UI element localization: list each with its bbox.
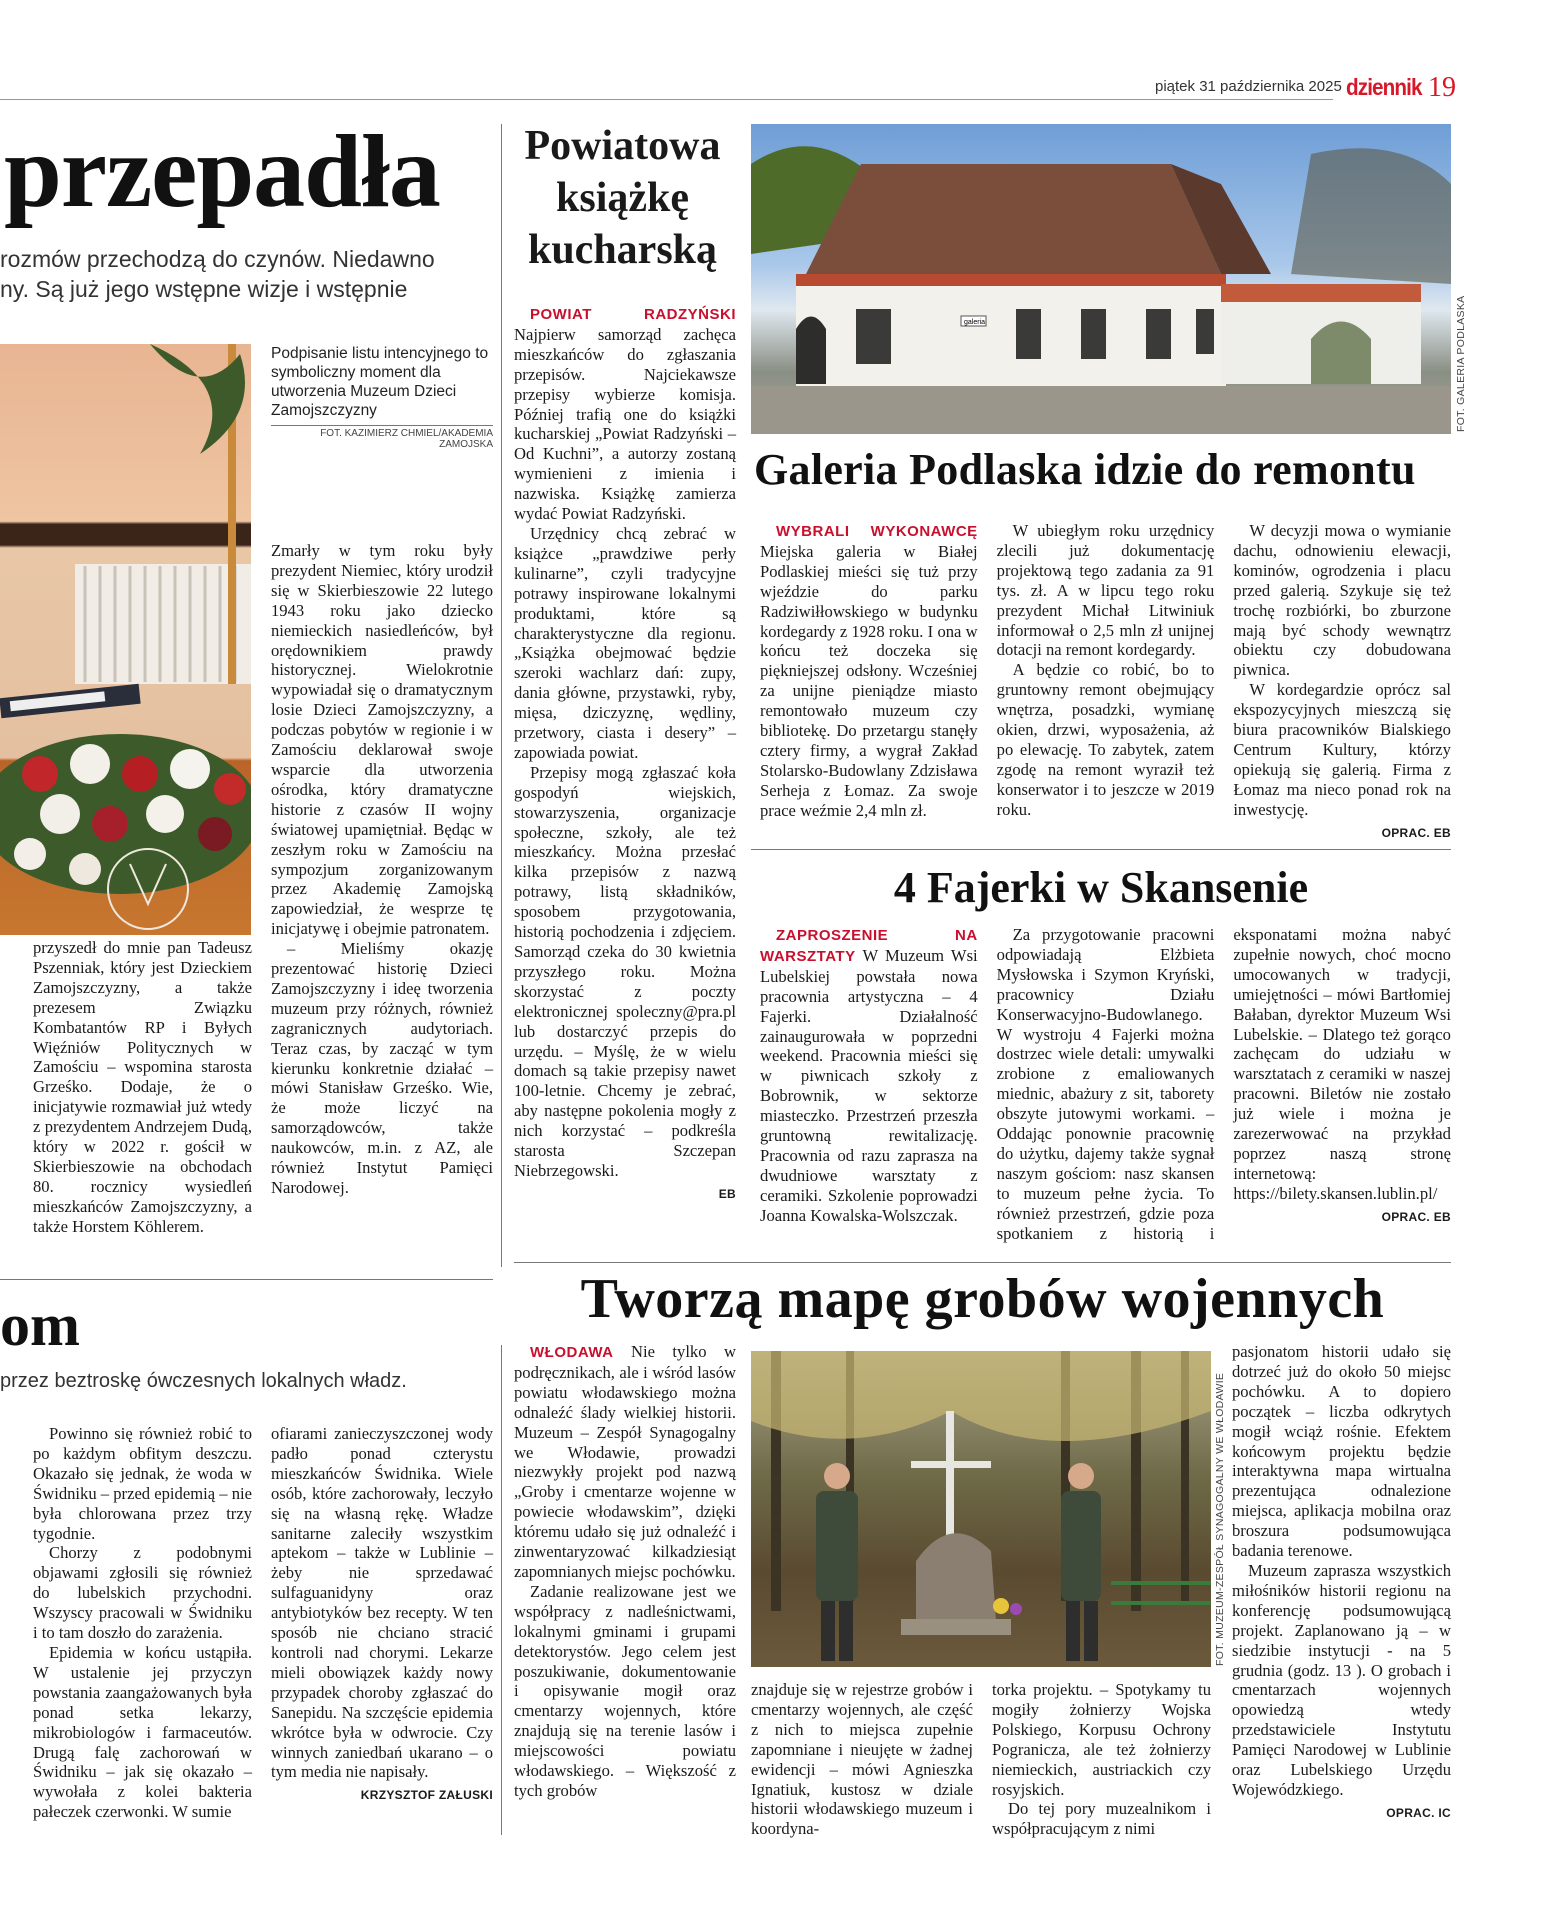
gallery-body	[760, 521, 1451, 842]
skansen-body	[760, 925, 1451, 1244]
paragraph	[33, 938, 252, 1237]
gallery-headline: Galeria Podlaska idzie do remontu	[754, 445, 1416, 494]
paragraph	[514, 1582, 736, 1801]
paragraph	[1233, 521, 1451, 680]
issue-date: piątek 31 października 2025	[1155, 78, 1342, 95]
graves-headline: Tworzą mapę grobów wojennych	[580, 1268, 1385, 1330]
paragraph-text: znajduje się w rejestrze grobów i cmentarzy wojennych, ale część z nich to miejsca zupełnie zapomniane i nieujęte w żadnej ewidencji – mówi Agnieszka Ignatiuk, kustosz w dziale historii włodawskiego muzeum i koordyna-	[751, 1680, 973, 1839]
paragraph-text: – Mieliśmy okazję prezentować historię Dzieci Zamojszczyzny i ideę tworzenia muzeum przy różnych, również zagranicznych audytoriach. Teraz czas, by zacząć w tym kierunku konkretnie działać – mówi Stanisław Grześko. Wie, że może liczyć na samorządowców, także naukowców, m.in. z AZ, ale również Instytut Pamięci Narodowej.	[271, 939, 493, 1197]
paragraph	[271, 1424, 493, 1782]
paragraph	[514, 524, 736, 763]
caption-rule	[271, 425, 493, 426]
left-article-column-right	[271, 541, 493, 1198]
bottom-left-deck: przez beztroskę ówczesnych lokalnych władz.	[0, 1370, 407, 1392]
paragraph	[271, 541, 493, 939]
paragraph-text: W decyzji mowa o wymianie dachu, odnowieniu elewacji, kominów, ogrodzenia i placu przed galerią. Szykuje się też trochę rozbiórki, bo zburzone mają być schody wewnątrz obiektu czy dobudowana piwnica.	[1233, 521, 1451, 680]
graves-photo	[751, 1351, 1211, 1667]
left-photo-credit: FOT. KAZIMIERZ CHMIEL/AKADEMIA ZAMOJSKA	[320, 428, 493, 450]
cookbook-byline: EB	[718, 1186, 736, 1201]
left-photo	[0, 344, 251, 935]
graves-column-1	[514, 1342, 736, 1801]
paragraph-text: A będzie co robić, bo to gruntowny remont obejmujący wnętrza, posadzki, wymianę okien, drzwi, wyposażenia, aż po elewację. To zabytek, zatem zgodę na remont wyraził też konserwator i to jeszcze w 2019 roku.	[996, 660, 1215, 819]
cookbook-body	[514, 304, 736, 1203]
paragraph-text: W ubiegłym roku urzędnicy zlecili już dokumentację projektową tego zadania za 91 tys. zł. A w lipcu tego roku prezydent Michał Litwiniuk informował o 2,5 mln zł unijnej dotacji na remont kordegardy.	[996, 521, 1215, 660]
paragraph	[514, 1342, 736, 1582]
left-deck-line-2: ny. Są już jego wstępne wizje i wstępnie	[0, 276, 408, 302]
paragraph	[1232, 1561, 1451, 1800]
paragraph-text: Nie tylko w podręcznikach, ale i wśród lasów powiatu włodawskiego można odnaleźć ślady wielkiej historii. Muzeum – Zespół Synagogalny we Włodawie, prowadzi niezwykły projekt pod nazwą „Groby i cmentarze wojenne w powiecie włodawskim”, dzięki któremu udało się już odnaleźć i zinwentaryzować kilkadziesiąt zapomnianych miejsc pochówku.	[514, 1342, 736, 1581]
skansen-byline: OPRAC. EB	[1381, 1209, 1451, 1224]
bottom-left-headline: om	[0, 1292, 80, 1358]
cookbook-headline-line: Powiatowa	[524, 123, 721, 169]
paragraph-text: Urzędnicy chcą zebrać w książce „prawdziwe perły kulinarne”, czyli tradycyjne potrawy inspirowane lokalnymi produktami, które są charakterystyczne dla regionu. „Książka obejmować będzie szeroki wachlarz dań: zupy, dania główne, przystawki, ryby, mięsa, dziczyznę, wędliny, przetwory, ciasta i desery” – zapowiada powiat.	[514, 523, 736, 762]
paragraph	[760, 521, 978, 821]
cookbook-headline-line: kucharską	[527, 227, 718, 273]
bottom-left-byline: KRZYSZTOF ZAŁUSKI	[360, 1788, 493, 1803]
paragraph-text: W Muzeum Wsi Lubelskiej powstała nowa pracownia artystyczna – 4 Fajerki. Działalność zainaugurowała w poprzedni weekend. Pracownia mieści się w piwnicach szkoły z Bobrownik, w sektorze miasteczko. Przestrzeń przeszła gruntowną rewitalizację. Pracownia od razu zaprasza na dwudniowe warsztaty z ceramiki. Szkolenie poprowadzi Joanna Kowalska-Wolszczak.	[760, 945, 978, 1225]
paragraph	[751, 1680, 973, 1839]
paragraph-text: W kordegardzie oprócz sal ekspozycyjnych mieszczą się biura pracowników Bialskiego Centrum Kultury, którzy opiekują się galerią. Firma z Łomaz ma nieco ponad rok na inwestycję.	[1233, 680, 1451, 819]
paragraph-text: Zmarły w tym roku były prezydent Niemiec, który urodził się w Skierbieszowie 22 lutego 1943 roku jako dziecko niemieckich nasiedleńców, był orędownikiem prawdy historycznej. Wielokrotnie wypowiadał się o dramatycznym losie Dzieci Zamojszczyzny, a podczas pobytów w regionie i w Zamościu deklarował swoje wsparcie dla utworzenia ośrodka, który dramatyczne historie z czasów II wojny światowej upamiętniał. Będąc w zeszłym roku w Zamościu na sympozjum zorganizowanym przez Akademię Zamojską zapowiedział, że wesprze tę inicjatywę i obejmie patronatem.	[271, 541, 493, 939]
paragraph-text: Chorzy z podobnymi objawami zgłosili się również do lubelskich przychodni. Wszyscy pracowali w Świdniku i to tam doszło do zarażenia.	[33, 1543, 252, 1643]
article-lead-label: ZAPROSZENIE NA WARSZTATY	[760, 927, 978, 965]
left-deck-line-1: rozmów przechodzą do czynów. Niedawno	[0, 246, 435, 272]
section-divider	[0, 1279, 493, 1280]
paragraph-text: Do tej pory muzealnikom i współpracującym z nimi	[992, 1799, 1211, 1839]
paragraph	[992, 1799, 1211, 1839]
paragraph-text: Najpierw samorząd zachęca mieszkańców do zgłaszania przepisów. Najciekawsze przepisy wybierze komisja. Później trafią one do książki kucharskiej „Powiat Radzyński – Od Kuchni”, a autorzy zostaną wymienieni z imienia i nazwiska. Książkę zamierza wydać Powiat Radzyński.	[514, 324, 736, 524]
cookbook-headline-line: książkę	[555, 175, 689, 221]
paragraph	[514, 763, 736, 1181]
paragraph	[33, 1543, 252, 1643]
bottom-left-column-b	[271, 1424, 493, 1804]
paragraph-text: Przepisy mogą zgłaszać koła gospodyń wiejskich, stowarzyszenia, organizacje społeczne, szkoły, ale też mieszkańcy. Można przesłać kilka przepisów z nazwą potrawy, listą składników, sposobem przygotowania, historią pochodzenia i zdjęciem. Samorząd czeka do 30 kwietnia przyszłego roku. Można skorzystać z poczty elektronicznej spoleczny@pra.pl lub dostarczyć przepis do urzędu. – Myślę, że w wielu domach są takie przepisy nawet 100-letnie. Chcemy je zebrać, aby następne pokolenia mogły z nich korzystać – podkreśla starosta Szczepan Niebrzegowski.	[514, 762, 736, 1180]
cookbook-headline	[505, 120, 740, 276]
section-divider	[751, 849, 1451, 850]
page-number: 19	[1428, 72, 1456, 103]
gallery-sign: galeria	[964, 319, 986, 326]
left-photo-caption: Podpisanie listu intencyjnego to symboliczny moment dla utworzenia Muzeum Dzieci Zamojszczyzny	[271, 345, 489, 419]
graves-column-3	[992, 1680, 1211, 1839]
left-headline: przepadła	[4, 114, 440, 229]
paragraph-text: przyszedł do mnie pan Tadeusz Pszenniak, który jest Dzieckiem Zamojszczyzny, a także prezesem Związku Kombatantów RP i Byłych Więźniów Politycznych w Zamościu – wspomina starosta Grześko. Dodaje, że o inicjatywie rozmawiał już wtedy z prezydentem Andrzejem Dudą, który w 2022 r. gościł w Skierbieszowie na obchodach 80. rocznicy wysiedleń mieszkańców Zamojszczyzny, a także Horstem Köhlerem.	[33, 938, 252, 1236]
paragraph-text: Za przygotowanie pracowni odpowiadają Elżbieta Mysłowska i Szymon Kryński, pracownicy Działu Konserwacyjno-Budowlanego. W wystroju 4 Fajerki można dostrzec wiele detali: umywalki zrobione z emaliowanych miednic, abażury z sit, taborety obszyte jutowymi workami. – Oddając ponownie pracownię do użytku, dajemy także sygnał naszym gościom: nasz skansen to muzeum pełne życia. To również przestrzeń, gdzie poza spotkaniem z historią i eksponatami można nabyć zupełnie nowych, choć mocno umocowanych w tradycji, umiejętności – mówi Bartłomiej Bałaban, dyrektor Muzeum Wsi Lubelskie. – Dlatego też gorąco zachęcam do udziału w warsztatach z ceramiki w naszej pracowni. Biletów nie zostało już wiele i można je zarezerwować na przykład poprzez naszą stronę internetową: https://bilety.skansen.lublin.pl/	[996, 925, 1451, 1243]
paragraph-text: torka projektu. – Spotykamy tu mogiły żołnierzy Wojska Polskiego, Korpusu Ochrony Pogranicza, ale też żołnierzy niemieckich, austriackich czy rosyjskich.	[992, 1680, 1211, 1799]
paragraph	[997, 925, 1451, 1244]
gallery-photo-credit: FOT. GALERIA PODLASKA	[1455, 295, 1467, 432]
gallery-photo	[751, 124, 1451, 434]
paragraph-text: Zadanie realizowane jest we współpracy z nadleśnictwami, lokalnymi gminami i grupami detektorystów. Jego celem jest poszukiwanie, dokumentowanie i opisywanie mogił oraz cmentarzy wojennych, które znajdują się na terenie lasów i miejscowości powiatu włodawskiego. – Większość z tych grobów	[514, 1581, 736, 1800]
graves-column-4	[1232, 1342, 1451, 1822]
paragraph	[1232, 1342, 1451, 1561]
paragraph	[760, 925, 978, 1226]
paragraph-text: ofiarami zanieczyszczonej wody padło ponad czterystu mieszkańców Świdnika. Wiele osób, które zachorowały, leczyło się na własną rękę. Władze sanitarne zaleciły wszystkim aptekom – także w Lublinie – żeby nie sprzedawać sulfaguanidyny oraz antybiotyków bez recepty. W ten sposób nie chciano stracić kontroli nad chorymi. Lekarze mieli obowiązek każdy nowy przypadek choroby zgłaszać do Sanepidu. Na szczęście epidemia wkrótce była w odwrocie. Czy winnych zaniedbań ukarano – o tym media nie napisały.	[271, 1424, 493, 1782]
paragraph-text: Miejska galeria w Białej Podlaskiej mieści się tuż przy wjeździe do parku Radziwiłłowskiego w budynku kordegardy z 1928 roku. I ona w końcu też doczeka się piękniejszej odsłony. Wcześniej za unijne pieniądze miasto remontowało muzeum czy bibliotekę. Do przetargu stanęły cztery firmy, a wygrał Zakład Stolarsko-Budowlany Zdzisława Serheja z Łomaz. Za swoje prace weźmie 2,4 mln zł.	[760, 541, 978, 820]
graves-column-2	[751, 1680, 973, 1839]
gallery-byline: OPRAC. EB	[1381, 825, 1451, 840]
article-lead-label: WŁODAWA	[530, 1344, 614, 1361]
war-grave-image	[751, 1351, 1211, 1667]
brand-logo: dziennik	[1346, 74, 1422, 100]
graves-photo-credit: FOT. MUZEUM-ZESPÓŁ SYNAGOGALNY WE WŁODAWIE	[1214, 1372, 1226, 1666]
column-divider	[501, 124, 502, 1267]
left-article-column-under-photo	[33, 938, 252, 1237]
graves-byline: OPRAC. IC	[1386, 1805, 1451, 1820]
paragraph	[514, 304, 736, 524]
paragraph	[992, 1680, 1211, 1799]
paragraph	[33, 1424, 252, 1543]
paragraph-text: Powinno się również robić to po każdym obfitym deszczu. Okazało się jednak, że woda w Świdniku – przed epidemią – nie była chlorowana przez trzy tygodnie.	[33, 1424, 252, 1543]
article-lead-label: POWIAT RADZYŃSKI	[530, 306, 736, 323]
paragraph-text: Epidemia w końcu ustąpiła. W ustalenie jej przyczyn powstania zaangażowanych była ponad setka lekarzy, mikrobiologów i farmaceutów. Drugą falę zachorowań w Świdniku – jak się okazało – wywołała z kolei bakteria pałeczek czerwonki. W sumie	[33, 1642, 252, 1822]
paragraph	[1233, 680, 1451, 819]
gallery-building-image	[751, 124, 1451, 434]
paragraph	[997, 660, 1215, 819]
paragraph	[271, 939, 493, 1198]
signing-ceremony-image	[0, 344, 251, 935]
section-divider	[514, 1262, 1451, 1263]
paragraph	[33, 1643, 252, 1822]
article-lead-label: WYBRALI WYKONAWCĘ	[776, 523, 978, 540]
paragraph	[997, 521, 1215, 660]
skansen-headline: 4 Fajerki w Skansenie	[893, 863, 1309, 912]
bottom-left-column-a	[33, 1424, 252, 1822]
paragraph-text: pasjonatom historii udało się dotrzeć już do około 50 miejsc pochówku. A to dopiero początek – liczba odkrytych mogił wciąż rośnie. Efektem końcowym projektu będzie interaktywna mapa wirtualna prezentująca odnalezione miejsca, aplikacja mobilna oraz broszura podsumowująca badania terenowe.	[1232, 1342, 1451, 1561]
paragraph-text: Muzeum zaprasza wszystkich miłośników historii regionu na konferencję podsumowującą projekt. Zaplanowano ją – w siedzibie instytucji - na 5 grudnia (godz. 13 ). O grobach i cmentarzach wojennych opowiedzą wtedy przedstawiciele Instytutu Pamięci Narodowej w Lublinie oraz Lubelskiego Urzędu Wojewódzkiego.	[1232, 1560, 1451, 1799]
column-divider-lower	[501, 1345, 502, 1835]
header-rule	[0, 99, 1333, 100]
